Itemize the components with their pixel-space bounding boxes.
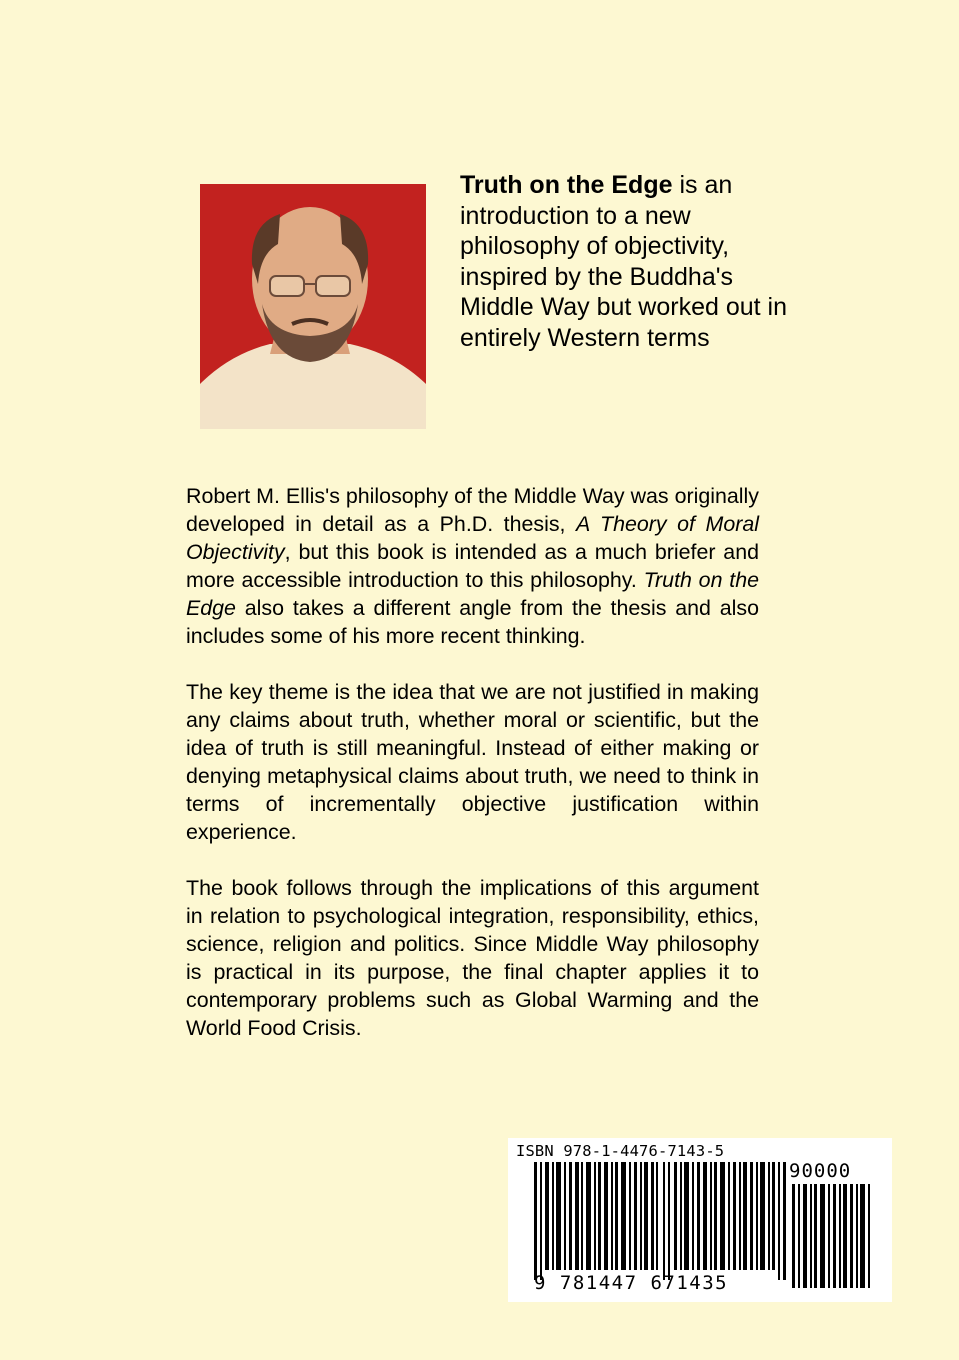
blurb-paragraph-2: The key theme is the idea that we are not justified in making any claims about truth, whether moral or scientific, but the idea of truth is still meaningful. Instead of either making or denying metaphysical claims about truth, we need to think in terms of incrementally objective justification within experience. xyxy=(186,680,759,844)
blurb-paragraph-1 xyxy=(186,482,759,650)
tagline-text: is an introduction to a new philosophy of objectivity, inspired by the Buddha's Middle Way but worked out in entirely Western terms xyxy=(460,171,788,352)
p1-thesis-title: A Theory of Moral Objectivity xyxy=(186,512,759,564)
p1-text-e: also takes a different angle from the thesis and also includes some of his more recent thinking. xyxy=(186,596,759,648)
blurb-paragraph-3: The book follows through the implications of this argument in relation to psychological integration, responsibility, ethics, science, religion and politics. Since Middle Way philosophy is practical in its purpose, the final chapter applies it to contemporary problems such as Global Warming and the World Food Crisis. xyxy=(186,876,759,1040)
author-portrait-illustration xyxy=(200,184,426,429)
isbn-number: ISBN 978-1-4476-7143-5 xyxy=(516,1142,725,1160)
p1-text-c: , but this book is intended as a much briefer and more accessible introduction to this philosophy. xyxy=(186,540,759,592)
ean-digits: 9 781447 671435 xyxy=(534,1272,729,1294)
p1-text-a: Robert M. Ellis's philosophy of the Middle Way was originally developed in detail as a Ph.D. thesis, xyxy=(186,484,759,536)
tagline xyxy=(460,170,790,353)
price-code: 90000 xyxy=(789,1160,852,1182)
blurb xyxy=(186,482,759,1042)
tagline-title: Truth on the Edge xyxy=(460,171,673,199)
author-photo xyxy=(200,184,426,429)
p1-book-title: Truth on the Edge xyxy=(186,568,759,620)
isbn-barcode xyxy=(508,1138,892,1302)
